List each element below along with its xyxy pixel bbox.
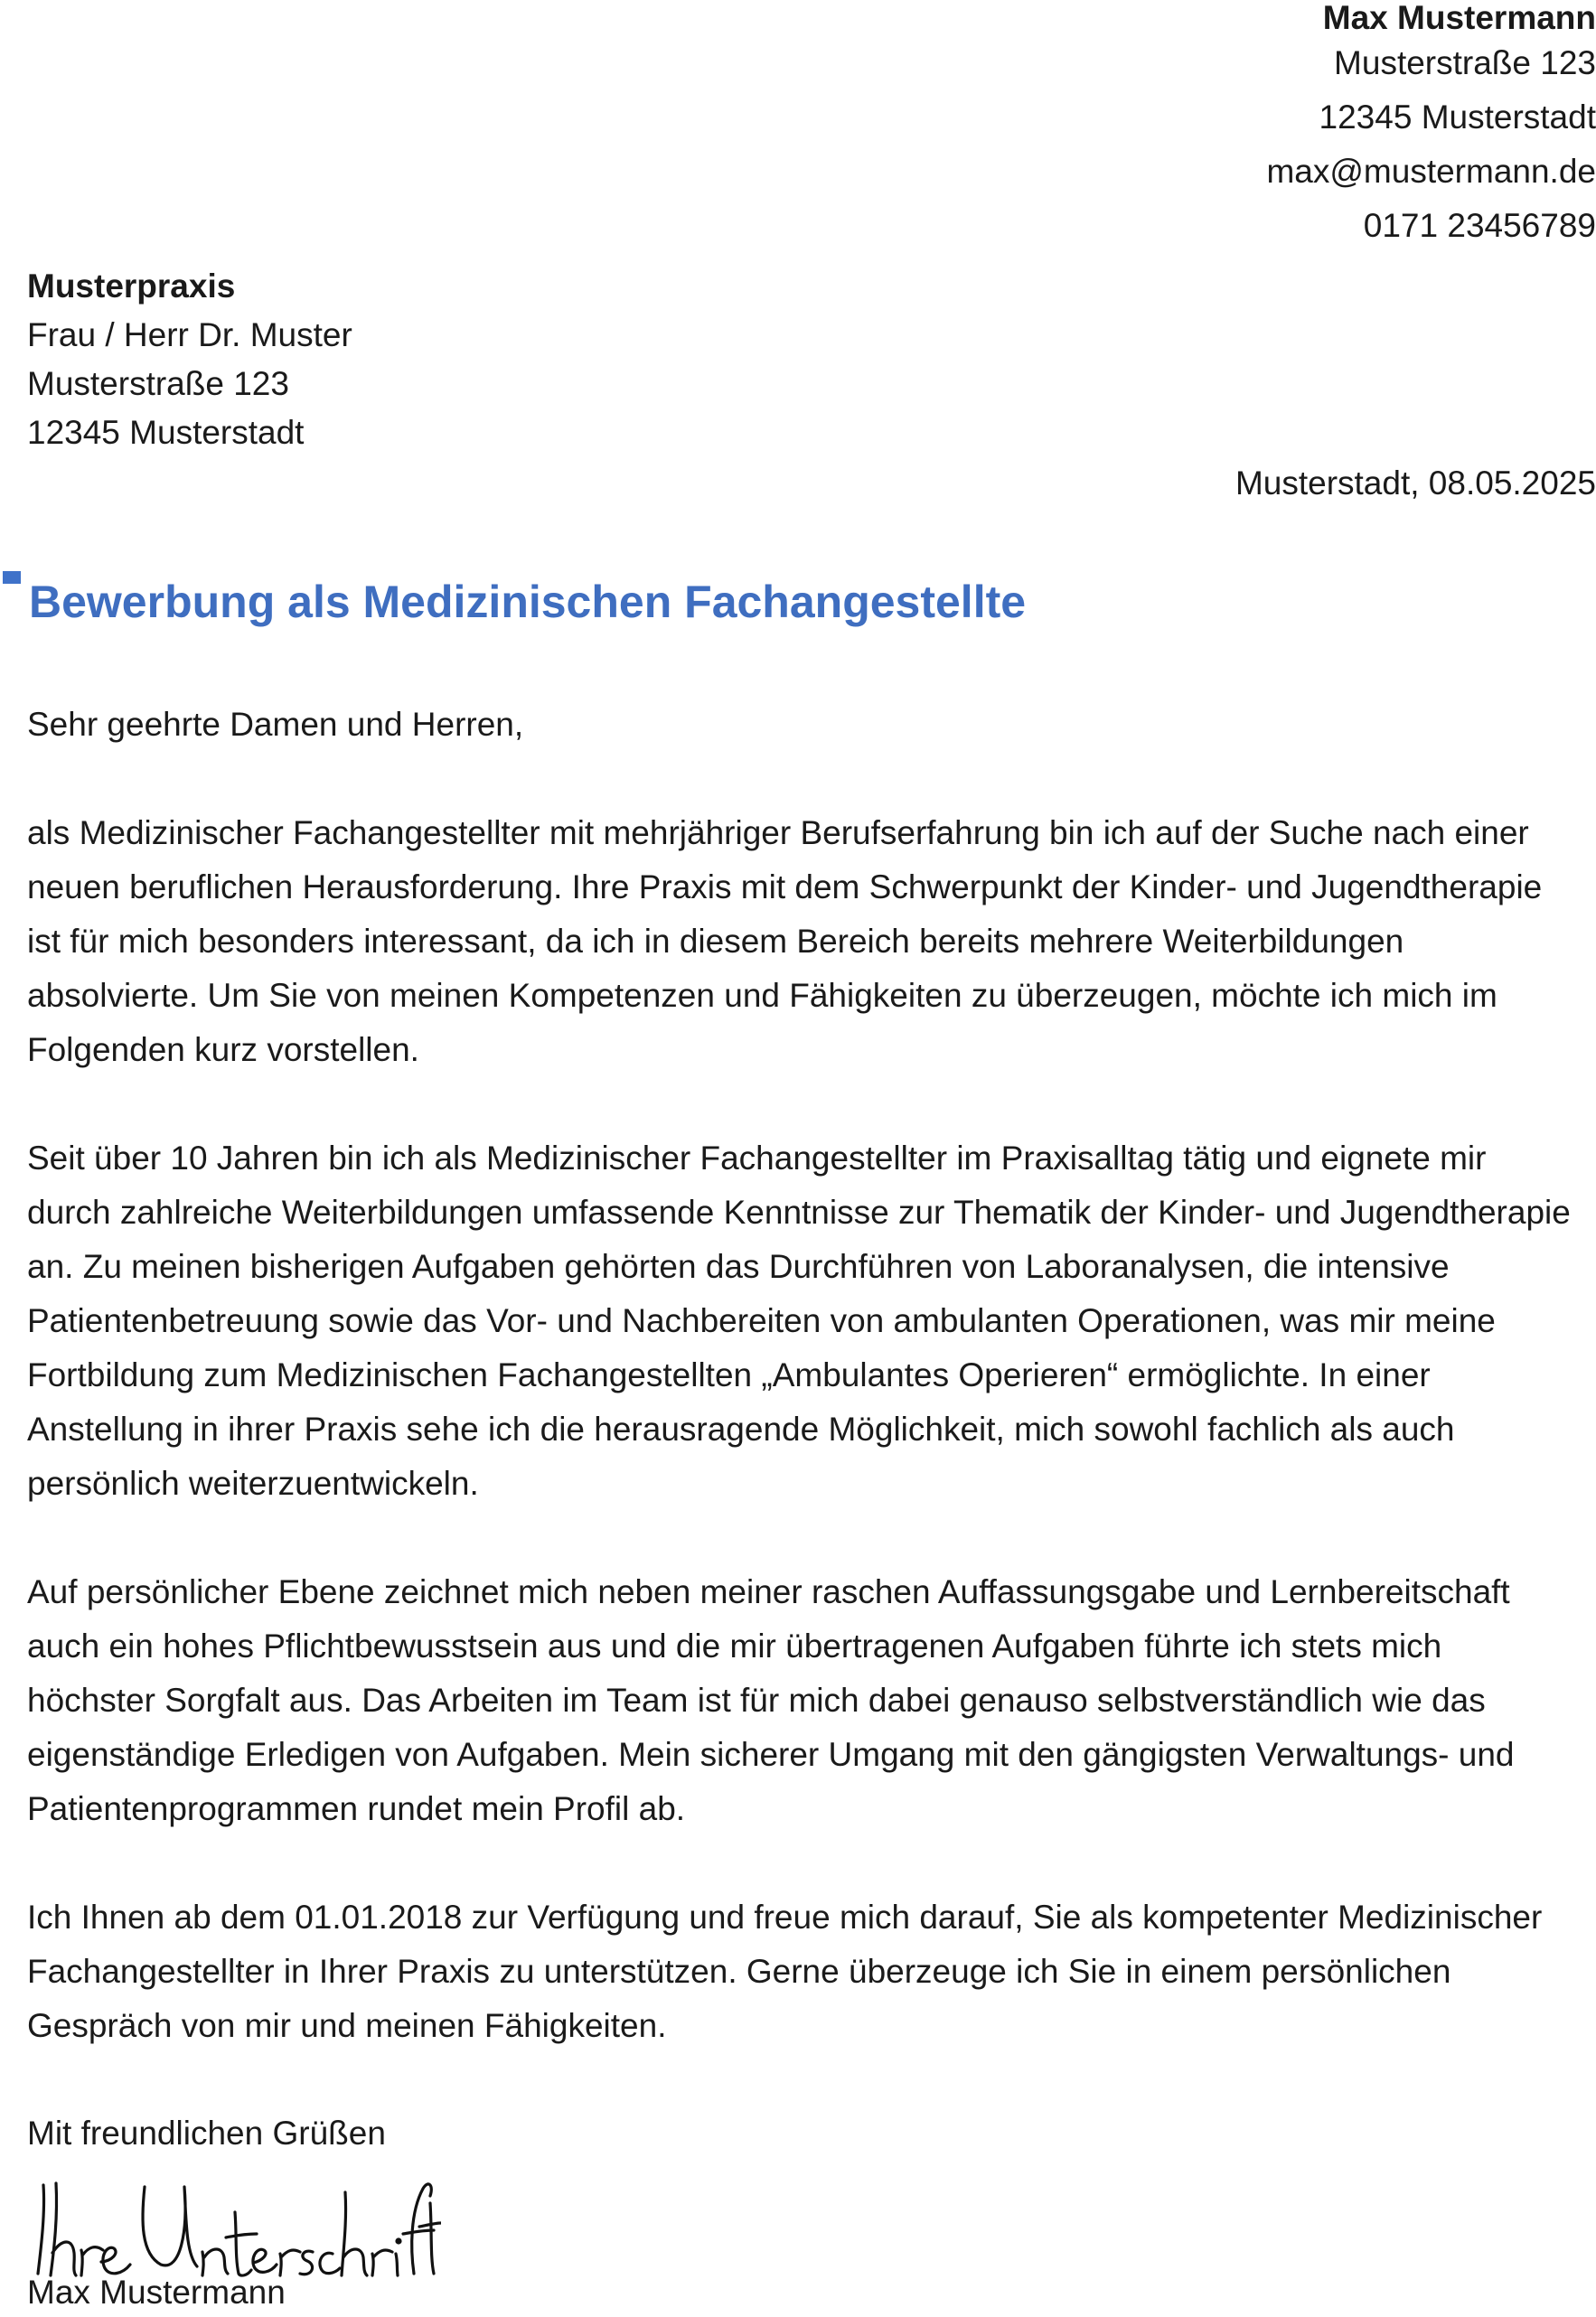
salutation: Sehr geehrte Damen und Herren, bbox=[27, 706, 524, 743]
recipient-contact: Frau / Herr Dr. Muster bbox=[27, 316, 352, 353]
sender-city: 12345 Musterstadt bbox=[1319, 98, 1596, 136]
letter-body bbox=[27, 698, 1573, 2107]
subject-marker bbox=[3, 571, 21, 584]
paragraph-2: Seit über 10 Jahren bin ich als Medizinischer Fachangestellter im Praxisalltag tätig und eignete mir durch zahlreiche Weiterbildungen umfassende Kenntnisse zur Thematik der Kinder- und Jugendtherapie an. Zu meinen bisherigen Aufgaben gehörten das Durchführen von Laboranalysen, die intensive Patientenbetreuung sowie das Vor- und Nachbereiten von ambulanten Operationen, was mir meine Fortbildung zum Medizinischen Fachangestellten „Ambulantes Operieren“ ermöglichte. In einer Anstellung in ihrer Praxis sehe ich die herausragende Möglichkeit, mich sowohl fachlich als auch persönlich weiterzuentwickeln. bbox=[27, 1140, 1571, 1502]
recipient-street: Musterstraße 123 bbox=[27, 365, 289, 402]
recipient-company: Musterpraxis bbox=[27, 267, 236, 305]
paragraph-1: als Medizinischer Fachangestellter mit mehrjähriger Berufserfahrung bin ich auf der Suche nach einer neuen beruflichen Herausforderung. Ihre Praxis mit dem Schwerpunkt der Kinder- und Jugendtherapie ist für mich besonders interessant, da ich in diesem Bereich bereits mehrere Weiterbildungen absolvierte. Um Sie von meinen Kompetenzen und Fähigkeiten zu überzeugen, möchte ich mich im Folgenden kurz vorstellen. bbox=[27, 814, 1543, 1068]
signer-name: Max Mustermann bbox=[27, 2274, 286, 2311]
sender-block bbox=[963, 0, 1596, 253]
letter-subject: Bewerbung als Medizinischen Fachangestellte bbox=[29, 577, 1027, 627]
paragraph-4: Ich Ihnen ab dem 01.01.2018 zur Verfügung und freue mich darauf, Sie als kompetenter Medizinischer Fachangestellter in Ihrer Praxis zu unterstützen. Gerne überzeuge ich Sie in einem persönlichen Gespräch von mir und meinen Fähigkeiten. bbox=[27, 1899, 1543, 2044]
sender-phone: 0171 23456789 bbox=[1363, 207, 1596, 244]
letter-date: Musterstadt, 08.05.2025 bbox=[1235, 464, 1596, 502]
closing: Mit freundlichen Grüßen bbox=[27, 2115, 386, 2152]
handwritten-signature bbox=[25, 2167, 441, 2284]
sender-name: Max Mustermann bbox=[1322, 0, 1596, 36]
recipient-block bbox=[27, 262, 352, 457]
sender-email: max@mustermann.de bbox=[1266, 153, 1596, 190]
sender-street: Musterstraße 123 bbox=[1334, 44, 1596, 81]
paragraph-3: Auf persönlicher Ebene zeichnet mich neben meiner raschen Auffassungsgabe und Lernbereitschaft auch ein hohes Pflichtbewusstsein aus und die mir übertragenen Aufgaben führte ich stets mich höchster Sorgfalt aus. Das Arbeiten im Team ist für mich dabei genauso selbstverständlich wie das eigenständige Erledigen von Aufgaben. Mein sicherer Umgang mit den gängigsten Verwaltungs- und Patientenprogrammen rundet mein Profil ab. bbox=[27, 1573, 1515, 1827]
recipient-city: 12345 Musterstadt bbox=[27, 414, 305, 451]
